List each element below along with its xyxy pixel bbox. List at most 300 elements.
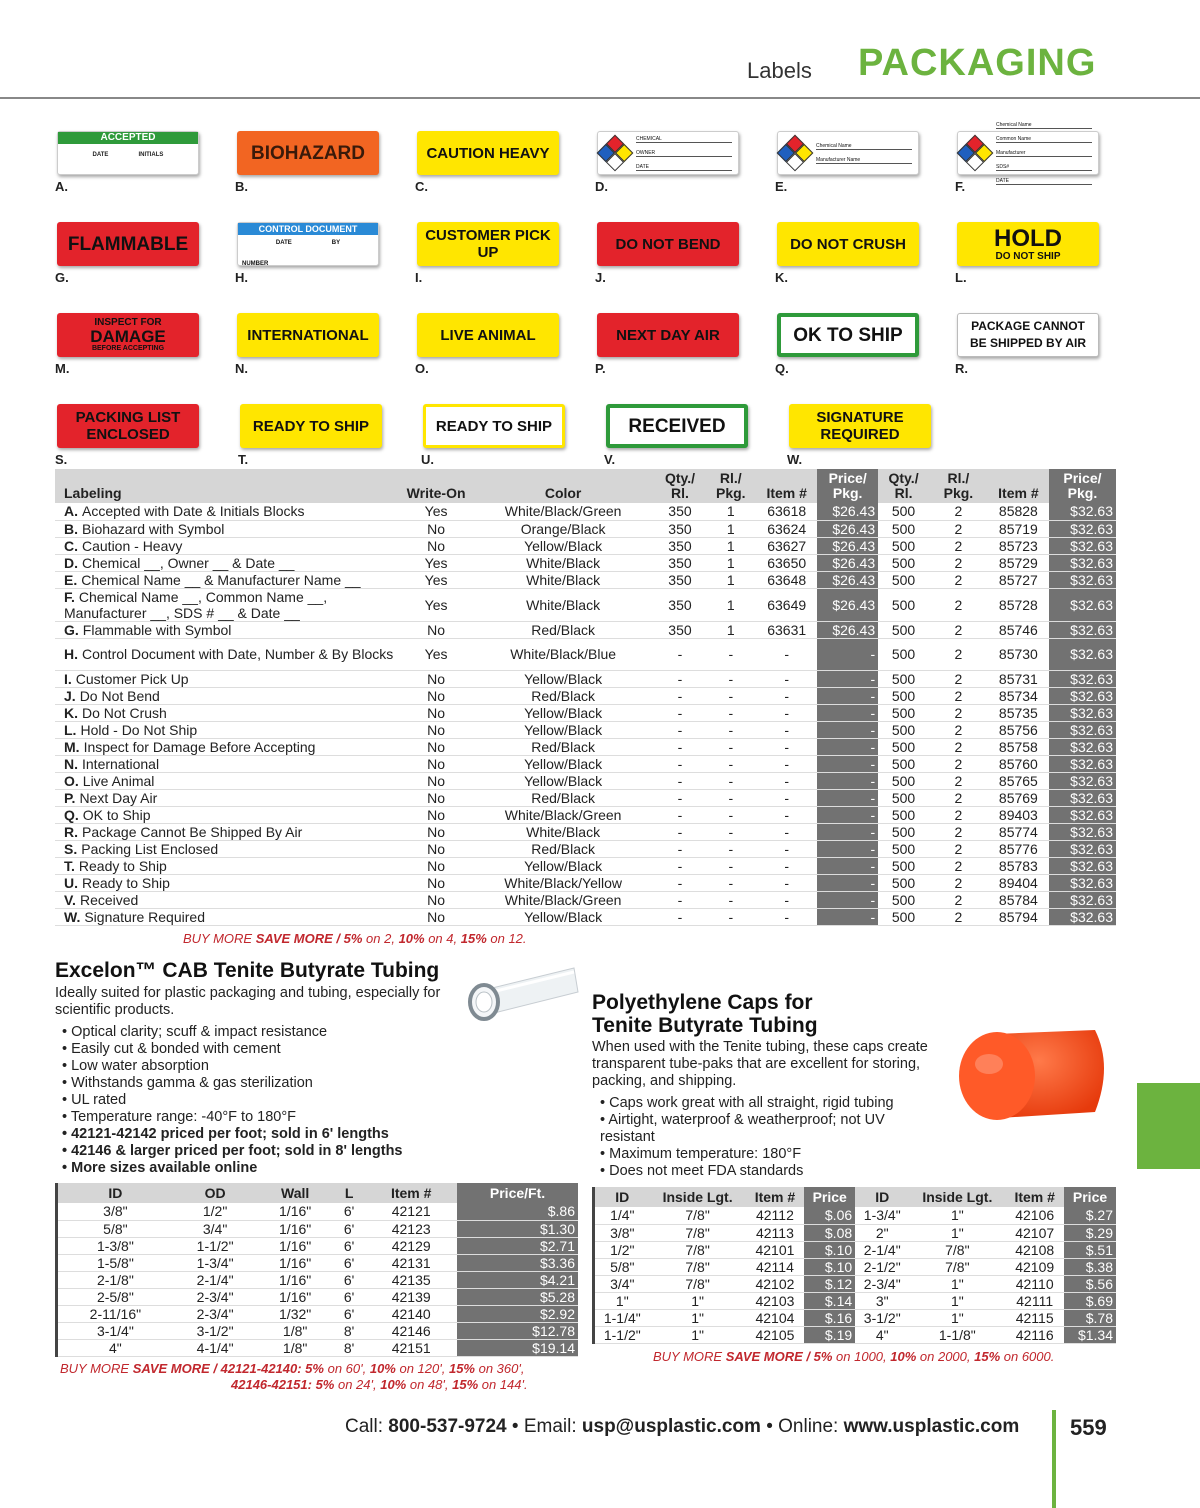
table-row <box>55 857 1116 874</box>
table-cell: - <box>817 755 878 772</box>
table-cell: - <box>677 806 683 823</box>
label-letter: F. <box>955 179 966 194</box>
table-cell: - <box>677 789 683 806</box>
table-row <box>57 1254 579 1271</box>
table-cell: 1/16" <box>279 1288 312 1305</box>
labeling-cell: F. Chemical Name __, Common Name __, Manufacturer __, SDS # __ & Date __ <box>64 588 328 621</box>
column-header: Rl./ Pkg. <box>705 469 756 503</box>
table-cell: 1 <box>726 520 735 537</box>
phone-link[interactable]: 800-537-9724 <box>388 1416 507 1437</box>
table-cell: Yellow/Black <box>524 755 603 772</box>
table-cell: 42140 <box>391 1305 431 1322</box>
hazard-diamond-icon <box>777 135 814 172</box>
table-cell: $32.63 <box>1049 687 1116 704</box>
table-cell: 5/8" <box>610 1258 635 1275</box>
table-cell: 500 <box>891 520 916 537</box>
table-row <box>55 554 1116 571</box>
labeling-cell: I. Customer Pick Up <box>64 670 189 687</box>
table-cell: $32.63 <box>1049 755 1116 772</box>
table-cell: - <box>677 874 683 891</box>
table-cell: - <box>784 721 790 738</box>
table-cell: - <box>728 738 734 755</box>
bullet-item: • More sizes available online <box>62 1160 403 1177</box>
label-letter: R. <box>955 361 968 376</box>
label-text: OK TO SHIP <box>793 324 903 346</box>
table-row <box>55 891 1116 908</box>
table-cell: $.27 <box>1064 1207 1116 1224</box>
column-header: Item # <box>365 1183 457 1203</box>
label-subtext: DO NOT SHIP <box>995 250 1061 262</box>
table-cell: 7/8" <box>685 1224 710 1241</box>
table-cell: No <box>427 520 446 537</box>
label-text: DO NOT BEND <box>615 235 721 253</box>
table-row <box>55 503 1116 520</box>
table-cell: Red/Black <box>531 621 596 638</box>
caps-bullets <box>600 1095 940 1180</box>
table-cell: $32.63 <box>1049 908 1116 925</box>
table-row <box>55 874 1116 891</box>
website-link[interactable]: www.usplastic.com <box>843 1416 1020 1437</box>
footer-contact: Call: 800-537-9724 • Email: usp@usplastic.com • Online: www.usplastic.com <box>345 1416 1020 1437</box>
column-header: Item # <box>756 469 817 503</box>
table-cell: 3-1/4" <box>96 1322 134 1339</box>
table-cell: 6' <box>343 1288 355 1305</box>
table-cell: 42123 <box>391 1220 431 1237</box>
table-cell: No <box>427 908 446 925</box>
table-cell: 2-1/4" <box>196 1271 234 1288</box>
table-cell: - <box>728 823 734 840</box>
table-cell: - <box>677 704 683 721</box>
tubing-title: Excelon™ CAB Tenite Butyrate Tubing <box>55 959 440 982</box>
table-cell: 2 <box>954 670 963 687</box>
buy-more-tubing-2: 42146-42151: 5% on 24', 10% on 48', 15% on 144'. <box>231 1377 528 1392</box>
table-cell: $3.36 <box>457 1254 578 1271</box>
table-cell: $12.78 <box>457 1322 578 1339</box>
table-cell: 1/16" <box>279 1254 312 1271</box>
labeling-cell: M. Inspect for Damage Before Accepting <box>64 738 316 755</box>
table-cell: $32.63 <box>1049 789 1116 806</box>
table-cell: 85776 <box>998 840 1038 857</box>
label-text: HOLD <box>994 224 1062 252</box>
table-cell: 42103 <box>755 1292 795 1309</box>
table-cell: 85729 <box>998 554 1038 571</box>
label-card <box>235 216 415 307</box>
table-cell: 1/16" <box>279 1203 312 1220</box>
label-letter: E. <box>775 179 788 194</box>
table-cell: - <box>677 857 683 874</box>
table-cell: - <box>817 840 878 857</box>
labeling-cell: P. Next Day Air <box>64 789 158 806</box>
label-letter: D. <box>595 179 608 194</box>
table-row <box>55 806 1116 823</box>
table-cell: - <box>817 908 878 925</box>
label-letter: S. <box>55 452 68 467</box>
table-cell: 2 <box>954 738 963 755</box>
table-cell: 3" <box>875 1292 889 1309</box>
section-tab <box>1137 1083 1200 1169</box>
table-cell: 1-1/2" <box>196 1237 234 1254</box>
table-cell: 42146 <box>391 1322 431 1339</box>
email-link[interactable]: usp@usplastic.com <box>581 1416 761 1437</box>
table-cell: 85746 <box>998 621 1038 638</box>
table-cell: 1-3/4" <box>196 1254 234 1271</box>
label-image <box>417 131 559 175</box>
label-image <box>597 313 739 357</box>
table-cell: Yes <box>424 596 448 613</box>
labeling-cell: L. Hold - Do Not Ship <box>64 721 198 738</box>
table-cell: 2 <box>954 772 963 789</box>
column-header: Item # <box>988 469 1049 503</box>
table-cell: 7/8" <box>945 1241 970 1258</box>
table-cell: $.78 <box>1064 1309 1116 1326</box>
table-cell: 350 <box>668 520 692 537</box>
table-cell: 350 <box>668 537 692 554</box>
table-cell: 1/2" <box>202 1203 228 1220</box>
table-cell: - <box>817 738 878 755</box>
table-cell: Red/Black <box>531 738 596 755</box>
table-cell: 2 <box>954 806 963 823</box>
label-text: DO NOT CRUSH <box>790 235 906 253</box>
label-card <box>595 125 775 216</box>
table-cell: 42131 <box>391 1254 431 1271</box>
table-cell: 42107 <box>1015 1224 1055 1241</box>
table-cell: No <box>427 738 446 755</box>
table-cell: - <box>784 891 790 908</box>
table-cell: - <box>784 646 790 662</box>
label-card <box>415 307 595 398</box>
table-cell: $32.63 <box>1049 891 1116 908</box>
table-cell: 42110 <box>1015 1275 1054 1292</box>
column-header: Inside Lgt. <box>909 1187 1005 1207</box>
column-header: Wall <box>257 1183 332 1203</box>
table-cell: 4" <box>109 1339 122 1356</box>
table-cell: White/Black <box>526 554 601 571</box>
table-cell: Red/Black <box>531 687 596 704</box>
table-cell: - <box>817 789 878 806</box>
table-cell: $.38 <box>1064 1258 1116 1275</box>
table-cell: $32.63 <box>1049 670 1116 687</box>
table-cell: 2 <box>954 687 963 704</box>
table-cell: 85728 <box>998 596 1038 613</box>
label-text: CAUTION HEAVY <box>426 144 550 162</box>
label-card <box>775 125 955 216</box>
table-cell: - <box>784 823 790 840</box>
table-cell: 2 <box>954 755 963 772</box>
table-cell: 63624 <box>767 520 807 537</box>
section-label: Labels <box>747 58 812 83</box>
table-cell: 1 <box>726 621 735 638</box>
table-cell: 2-3/4" <box>863 1275 901 1292</box>
labeling-cell: D. Chemical __, Owner __ & Date __ <box>64 554 295 571</box>
label-card <box>955 216 1135 307</box>
label-subtext: DATE <box>92 152 109 158</box>
labeling-cell: S. Packing List Enclosed <box>64 840 219 857</box>
table-cell: $4.21 <box>457 1271 578 1288</box>
table-cell: 85723 <box>998 537 1038 554</box>
label-letter: Q. <box>775 361 789 376</box>
table-cell: 85828 <box>998 503 1038 520</box>
table-cell: $32.63 <box>1049 503 1116 520</box>
label-text: RECEIVED <box>628 415 726 437</box>
page-number: 559 <box>1070 1415 1107 1440</box>
column-header: Item # <box>746 1187 805 1207</box>
table-row <box>594 1275 1117 1292</box>
labeling-cell: E. Chemical Name __ & Manufacturer Name __ <box>64 571 361 588</box>
table-cell: $.56 <box>1064 1275 1116 1292</box>
bullet-item: • Withstands gamma & gas sterilization <box>62 1075 403 1092</box>
table-cell: 6' <box>343 1237 355 1254</box>
bullet-item: • Optical clarity; scuff & impact resistance <box>62 1024 403 1041</box>
table-cell: Yellow/Black <box>524 857 603 874</box>
table-cell: 350 <box>668 621 692 638</box>
table-cell: 500 <box>891 823 916 840</box>
table-cell: 85731 <box>998 670 1038 687</box>
table-cell: 85735 <box>998 704 1038 721</box>
table-cell: White/Black/Yellow <box>504 874 622 891</box>
table-cell: - <box>728 840 734 857</box>
table-cell: 85758 <box>998 738 1038 755</box>
table-cell: - <box>677 908 683 925</box>
table-row <box>55 823 1116 840</box>
column-header: ID <box>57 1183 173 1203</box>
table-cell: $1.34 <box>1064 1326 1116 1343</box>
label-letter: C. <box>415 179 428 194</box>
table-row <box>55 670 1116 687</box>
label-subtext: Common Name <box>996 136 1092 143</box>
table-cell: - <box>677 755 683 772</box>
table-cell: - <box>784 670 790 687</box>
label-subtext: DATE <box>275 240 292 246</box>
table-cell: 1" <box>691 1292 704 1309</box>
tube-image <box>462 962 582 1032</box>
table-row <box>594 1292 1117 1309</box>
column-header: Qty./ Rl. <box>878 469 929 503</box>
label-image <box>957 313 1099 357</box>
table-cell: 2 <box>954 891 963 908</box>
labeling-cell: O. Live Animal <box>64 772 155 789</box>
table-cell: 500 <box>891 721 916 738</box>
table-cell: White/Black <box>526 823 601 840</box>
table-cell: 500 <box>891 670 916 687</box>
label-subtext: DATE <box>636 164 732 171</box>
table-cell: - <box>817 704 878 721</box>
table-cell: 1" <box>950 1207 964 1224</box>
table-cell: $32.63 <box>1049 537 1116 554</box>
table-cell: 42108 <box>1015 1241 1055 1258</box>
table-cell: 2 <box>954 908 963 925</box>
label-subtext: BEFORE ACCEPTING <box>91 344 165 352</box>
table-cell: - <box>817 687 878 704</box>
hazard-diamond-icon <box>957 135 994 172</box>
table-cell: - <box>784 755 790 772</box>
table-cell: 500 <box>891 755 916 772</box>
table-cell: 500 <box>891 687 916 704</box>
label-text: PACKING LIST ENCLOSED <box>75 409 181 443</box>
table-cell: 42116 <box>1015 1326 1054 1343</box>
column-header: Price <box>804 1187 855 1207</box>
table-row <box>55 908 1116 925</box>
table-cell: 42113 <box>755 1224 794 1241</box>
table-cell: 1" <box>950 1292 964 1309</box>
table-cell: $26.43 <box>817 621 878 638</box>
label-letter: U. <box>421 452 434 467</box>
table-cell: No <box>427 789 446 806</box>
table-cell: 63648 <box>767 571 807 588</box>
label-subtext: DATE <box>996 178 1092 185</box>
table-cell: - <box>784 874 790 891</box>
table-row <box>55 638 1116 670</box>
label-subtext: INITIALS <box>138 152 164 158</box>
table-cell: 2-1/2" <box>863 1258 901 1275</box>
table-row <box>55 721 1116 738</box>
table-cell: - <box>784 908 790 925</box>
table-cell: 85760 <box>998 755 1038 772</box>
table-cell: - <box>817 857 878 874</box>
labeling-cell: C. Caution - Heavy <box>64 537 183 554</box>
bullet-item: • 42121-42142 priced per foot; sold in 6' lengths <box>62 1126 403 1143</box>
table-cell: 1-5/8" <box>96 1254 134 1271</box>
table-cell: Yes <box>424 554 448 571</box>
table-cell: 2 <box>954 571 963 588</box>
labeling-cell: J. Do Not Bend <box>64 687 160 704</box>
table-cell: 42135 <box>391 1271 431 1288</box>
table-cell: 2-1/8" <box>96 1271 134 1288</box>
labeling-cell: N. International <box>64 755 160 772</box>
table-row <box>55 687 1116 704</box>
table-cell: - <box>677 670 683 687</box>
table-cell: $26.43 <box>817 571 878 588</box>
table-cell: No <box>427 874 446 891</box>
table-row <box>55 738 1116 755</box>
labeling-cell: T. Ready to Ship <box>64 857 167 874</box>
table-cell: $26.43 <box>817 503 878 520</box>
table-cell: 1 <box>726 571 735 588</box>
table-cell: 2 <box>954 823 963 840</box>
table-cell: No <box>427 806 446 823</box>
labeling-cell: G. Flammable with Symbol <box>64 621 232 638</box>
table-row <box>594 1207 1117 1224</box>
label-row <box>55 216 1135 307</box>
table-cell: $32.63 <box>1049 806 1116 823</box>
table-cell: - <box>728 704 734 721</box>
label-text: CUSTOMER PICK UP <box>425 227 551 261</box>
table-row <box>57 1271 579 1288</box>
table-cell: $.51 <box>1064 1241 1116 1258</box>
table-row <box>57 1237 579 1254</box>
label-subtext: CHEMICAL <box>636 136 732 143</box>
table-cell: $32.63 <box>1049 738 1116 755</box>
bullet-item: • Does not meet FDA standards <box>600 1163 940 1180</box>
table-row <box>55 537 1116 554</box>
table-row <box>57 1339 579 1356</box>
table-cell: 85783 <box>998 857 1038 874</box>
label-letter: B. <box>235 179 248 194</box>
table-cell: $.69 <box>1064 1292 1116 1309</box>
table-cell: - <box>728 908 734 925</box>
table-cell: - <box>728 670 734 687</box>
column-header: Item # <box>1005 1187 1064 1207</box>
column-header: Labeling <box>55 469 401 503</box>
table-cell: 3-1/2" <box>196 1322 234 1339</box>
table-cell: - <box>677 840 683 857</box>
table-cell: Red/Black <box>531 789 596 806</box>
table-cell: 500 <box>891 874 916 891</box>
table-cell: 42129 <box>391 1237 431 1254</box>
label-letter: G. <box>55 270 69 285</box>
labeling-cell: A. Accepted with Date & Initials Blocks <box>64 503 305 520</box>
label-image <box>777 131 919 175</box>
table-cell: - <box>784 789 790 806</box>
table-cell: $.08 <box>804 1224 855 1241</box>
table-cell: 2-1/4" <box>863 1241 901 1258</box>
label-card <box>955 307 1135 398</box>
column-header: Color <box>472 469 655 503</box>
label-row <box>55 307 1135 398</box>
table-cell: - <box>784 840 790 857</box>
table-cell: 85734 <box>998 687 1038 704</box>
table-cell: - <box>728 755 734 772</box>
labeling-cell: H. Control Document with Date, Number & By Blocks <box>64 646 394 662</box>
table-cell: 1-1/4" <box>603 1309 641 1326</box>
table-cell: No <box>427 772 446 789</box>
table-cell: Yellow/Black <box>524 537 603 554</box>
table-cell: 2 <box>954 840 963 857</box>
table-cell: - <box>728 806 734 823</box>
label-text: READY TO SHIP <box>435 417 553 435</box>
table-row <box>594 1326 1117 1343</box>
label-letter: T. <box>238 452 249 467</box>
table-cell: 500 <box>891 503 916 520</box>
table-cell: $.06 <box>804 1207 855 1224</box>
table-cell: 85727 <box>998 571 1038 588</box>
table-cell: - <box>817 891 878 908</box>
footer-divider <box>1052 1410 1056 1508</box>
table-cell: - <box>817 823 878 840</box>
table-cell: 2 <box>954 554 963 571</box>
table-row <box>57 1305 579 1322</box>
table-cell: Yellow/Black <box>524 670 603 687</box>
table-cell: $32.63 <box>1049 704 1116 721</box>
table-row <box>594 1241 1117 1258</box>
column-header: ID <box>594 1187 650 1207</box>
table-cell: 2" <box>875 1224 889 1241</box>
table-cell: 6' <box>343 1220 355 1237</box>
table-cell: $32.63 <box>1049 721 1116 738</box>
table-cell: White/Black/Green <box>504 806 622 823</box>
table-cell: $26.43 <box>817 520 878 537</box>
table-cell: No <box>427 537 446 554</box>
label-letter: P. <box>595 361 606 376</box>
label-image <box>789 404 931 448</box>
table-cell: 2 <box>954 520 963 537</box>
label-subtext: Manufacturer Name <box>816 157 912 164</box>
buy-more-labels: BUY MORE SAVE MORE / 5% on 2, 10% on 4, 15% on 12. <box>183 931 527 946</box>
table-cell: 42139 <box>391 1288 431 1305</box>
table-cell: - <box>817 670 878 687</box>
table-cell: No <box>427 857 446 874</box>
caps-table <box>592 1187 1116 1344</box>
label-card <box>235 125 415 216</box>
bullet-item: • Airtight, waterproof & weatherproof; not UV resistant <box>600 1112 940 1146</box>
table-cell: - <box>728 891 734 908</box>
table-cell: 1/2" <box>610 1241 635 1258</box>
label-subtext: INSPECT FOR <box>94 316 162 328</box>
label-letter: M. <box>55 361 70 376</box>
table-cell: 1 <box>726 537 735 554</box>
column-header: Write-On <box>401 469 472 503</box>
table-cell: 350 <box>668 503 692 520</box>
table-cell: 1/16" <box>279 1271 312 1288</box>
